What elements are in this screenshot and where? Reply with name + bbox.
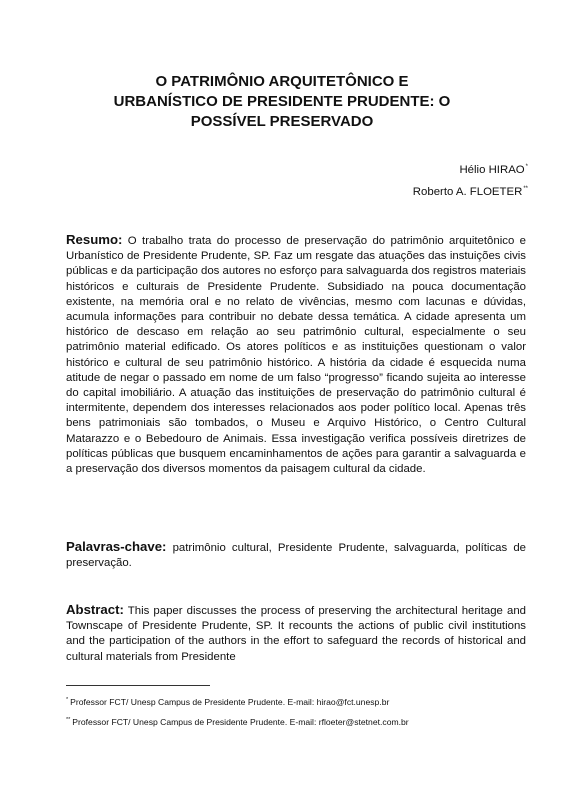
keywords-section — [66, 539, 526, 571]
keywords-text: patrimônio cultural, Presidente Prudente, salvaguarda, políticas de preservação. — [66, 542, 526, 570]
footnote-2 — [66, 715, 409, 728]
author-1 — [459, 160, 528, 177]
footnote-divider — [66, 685, 210, 686]
keywords-label: Palavras-chave: — [66, 539, 167, 554]
author-1-footnote-mark: * — [525, 164, 528, 170]
resumo-section — [66, 232, 526, 477]
author-2-footnote-mark: ** — [523, 186, 528, 192]
paper-title: O PATRIMÔNIO ARQUITETÔNICO E URBANÍSTICO DE PRESIDENTE PRUDENTE: O POSSÍVEL PRESERVADO — [113, 73, 451, 130]
footnote-2-mark: ** — [66, 717, 71, 723]
abstract-section — [66, 602, 526, 665]
footnote-1 — [66, 695, 389, 708]
abstract-label: Abstract: — [66, 602, 124, 617]
footnote-1-mark: * — [66, 697, 69, 703]
author-2 — [413, 182, 528, 199]
footnote-1-text: Professor FCT/ Unesp Campus de Presidente Prudente. E-mail: hirao@fct.unesp.br — [70, 697, 390, 707]
footnote-2-text: Professor FCT/ Unesp Campus de Presidente Prudente. E-mail: rfloeter@stetnet.com.br — [72, 717, 409, 727]
resumo-text: O trabalho trata do processo de preservação do patrimônio arquitetônico e Urbanístico de Presidente Prudente, SP. Faz um resgate das atuações das instuições civis públicas e da participação dos autores no esforço para salvaguarda dos registros materiais históricos e culturais de Presidente Prudente. Subsidiado na pouca documentação existente, na memória oral e no relato de vivências, mesmo com lacunas e dúvidas, acumula informações para contribuir no debate dessa temática. A cidade apresenta um histórico de descaso em relação ao seu patrimônio cultural, especialmente o seu patrimônio material edificado. Os atores políticos e as instituições questionam o valor histórico e cultural de seu patrimônio histórico. A história da cidade é esquecida numa atitude de negar o passado em nome de um falso “progresso” ficando sujeita ao interesse do capital imobiliário. A atuação das instituições de preservação do patrimônio cultural é intermitente, dependem dos interesses relacionados aos poder político local. Apenas três bens patrimoniais são tombados, o Museu e Arquivo Histórico, o Centro Cultural Matarazzo e o Bebedouro de Animais. Essa investigação verifica possíveis diretrizes de políticas públicas que busquem encaminhamentos de ações para garantir a salvaguarda e a preservação dos diversos momentos da paisagem cultural da cidade. — [66, 235, 526, 476]
author-1-name: Hélio HIRAO — [459, 164, 525, 176]
resumo-label: Resumo: — [66, 232, 123, 247]
abstract-text: This paper discusses the process of preserving the architectural heritage and Townscape of Presidente Prudente, SP. It recounts the actions of public civil institutions and the participation of the authors in the effort to safeguard the records of historical and cultural materials from Presidente — [66, 605, 526, 663]
author-2-name: Roberto A. FLOETER — [412, 186, 523, 198]
